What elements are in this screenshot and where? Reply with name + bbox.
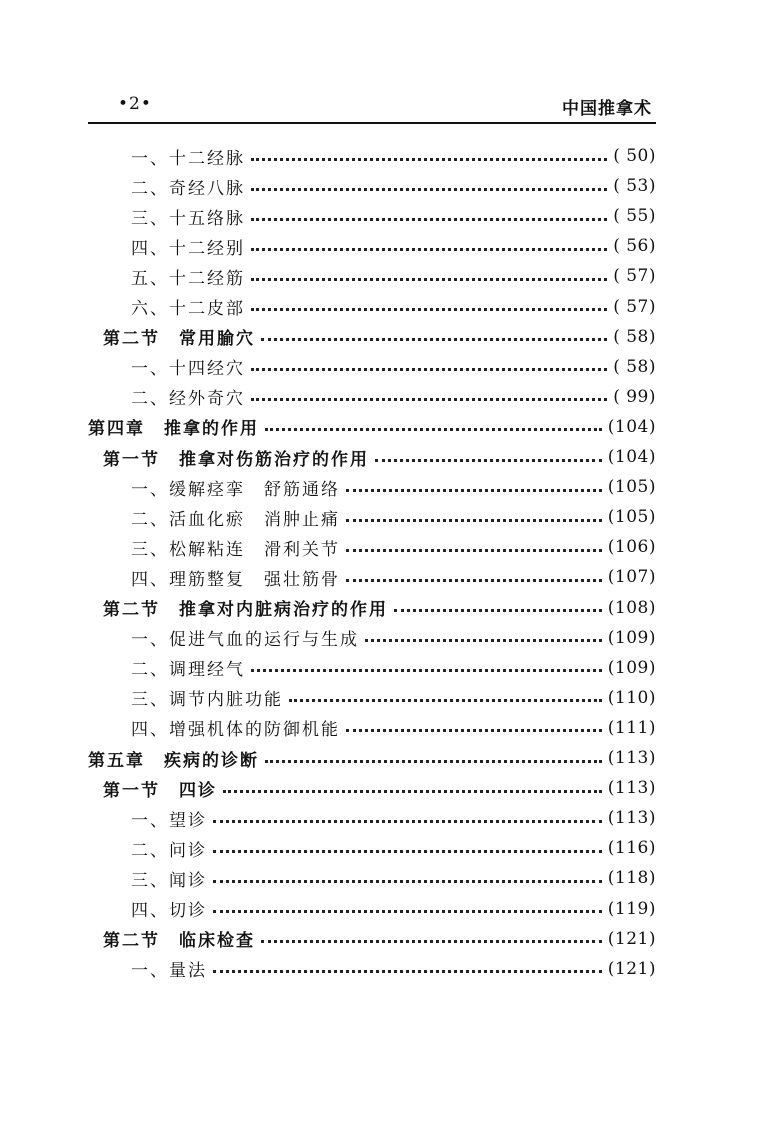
- toc-leader-dots: [251, 248, 607, 251]
- toc-page-number: ( 50): [613, 146, 656, 166]
- toc-leader-dots: [251, 188, 607, 191]
- toc-section: [103, 924, 656, 954]
- toc-page-number: (109): [607, 657, 656, 678]
- toc-title: 二、活血化瘀 消肿止痛: [131, 509, 340, 530]
- toc-title: 第四章 推拿的作用: [88, 419, 259, 440]
- toc-leader-dots: [265, 760, 602, 763]
- toc-page-number: ( 99): [613, 386, 656, 407]
- toc-page-number: (116): [607, 838, 656, 859]
- toc-item: [131, 292, 656, 322]
- toc-item: [131, 201, 656, 231]
- book-title: 中国推拿术: [562, 99, 652, 119]
- toc-leader-dots: [213, 850, 602, 853]
- toc-page-number: (121): [607, 958, 656, 979]
- toc-page-number: (105): [607, 477, 656, 498]
- toc-page-number: ( 57): [613, 266, 656, 287]
- toc-title: 一、促进气血的运行与生成: [131, 630, 359, 651]
- toc-chapter: [88, 412, 656, 442]
- toc-page-number: (109): [607, 627, 656, 648]
- toc-item: [131, 231, 656, 261]
- toc-item: [131, 141, 656, 171]
- toc-page-number: (113): [607, 748, 656, 768]
- toc-page-number: (108): [607, 597, 656, 618]
- toc-chapter: [88, 743, 656, 773]
- toc-title: 二、调理经气: [131, 660, 245, 681]
- toc-leader-dots: [346, 519, 602, 522]
- toc-title: 一、量法: [131, 961, 207, 982]
- toc-page-number: (104): [607, 416, 656, 437]
- toc-page-number: ( 53): [613, 176, 656, 197]
- toc-section: [103, 442, 656, 472]
- toc-title: 一、缓解痉挛 舒筋通络: [131, 479, 340, 500]
- toc-item: [131, 352, 656, 382]
- page-number: •2•: [118, 94, 152, 114]
- toc-leader-dots: [346, 489, 602, 492]
- toc-item: [131, 382, 656, 412]
- toc-page-number: ( 58): [613, 326, 656, 347]
- toc-page-number: ( 57): [613, 296, 656, 317]
- toc-page-number: (105): [607, 507, 656, 528]
- toc-page-number: (106): [607, 537, 656, 558]
- toc-leader-dots: [251, 218, 607, 221]
- toc-title: 一、望诊: [131, 810, 207, 831]
- toc-item: [131, 472, 656, 502]
- toc-page-number: (118): [607, 868, 656, 889]
- toc-title: 六、十二皮部: [131, 299, 245, 319]
- toc-title: 一、十二经脉: [131, 148, 245, 169]
- toc-item: [131, 683, 656, 713]
- toc-title: 三、十五络脉: [131, 208, 245, 229]
- toc-leader-dots: [213, 880, 602, 883]
- toc-title: 第二节 常用腧穴: [103, 329, 255, 350]
- toc-title: 第一节 四诊: [103, 780, 217, 801]
- toc-leader-dots: [251, 669, 602, 672]
- toc-page-number: (119): [607, 898, 656, 919]
- toc-leader-dots: [346, 729, 602, 732]
- toc-leader-dots: [213, 970, 602, 973]
- toc-page-number: (110): [607, 687, 656, 708]
- toc-item: [131, 863, 656, 893]
- toc-leader-dots: [213, 820, 602, 823]
- toc-leader-dots: [251, 158, 607, 161]
- toc-leader-dots: [346, 549, 602, 552]
- page-header: [88, 88, 656, 124]
- toc-title: 五、十二经筋: [131, 268, 245, 289]
- toc-item: [131, 954, 656, 984]
- toc-title: 四、十二经别: [131, 238, 245, 259]
- toc-item: [131, 833, 656, 863]
- toc-page-number: (107): [607, 567, 656, 588]
- toc-item: [131, 171, 656, 201]
- toc-section: [103, 773, 656, 803]
- toc-item: [131, 502, 656, 532]
- toc-item: [131, 623, 656, 653]
- toc-title: 三、松解粘连 滑利关节: [131, 539, 340, 560]
- toc-leader-dots: [346, 579, 602, 582]
- toc-leader-dots: [261, 940, 602, 943]
- toc-leader-dots: [261, 338, 607, 341]
- toc-title: 二、奇经八脉: [131, 178, 245, 199]
- toc-leader-dots: [251, 308, 607, 311]
- toc-leader-dots: [251, 278, 607, 281]
- toc-title: 四、增强机体的防御机能: [131, 720, 340, 741]
- toc-title: 四、切诊: [131, 901, 207, 921]
- toc-item: [131, 532, 656, 562]
- toc-leader-dots: [265, 428, 602, 431]
- toc-section: [103, 593, 656, 623]
- toc-title: 三、闻诊: [131, 870, 207, 891]
- toc-title: 第二节 临床检查: [103, 931, 255, 952]
- toc-item: [131, 562, 656, 592]
- toc-section: [103, 322, 656, 352]
- toc-title: 一、十四经穴: [131, 359, 245, 380]
- toc-title: 四、理筋整复 强壮筋骨: [131, 569, 340, 590]
- toc-item: [131, 261, 656, 291]
- toc-item: [131, 653, 656, 683]
- toc-leader-dots: [394, 609, 602, 612]
- toc-title: 第二节 推拿对内脏病治疗的作用: [103, 600, 388, 620]
- toc-leader-dots: [251, 398, 607, 401]
- toc-leader-dots: [365, 639, 602, 642]
- toc-title: 三、调节内脏功能: [131, 690, 283, 711]
- toc-title: 第一节 推拿对伤筋治疗的作用: [103, 449, 369, 470]
- toc-page-number: ( 56): [613, 236, 656, 257]
- toc-leader-dots: [213, 910, 602, 913]
- toc-leader-dots: [289, 699, 602, 702]
- toc-leader-dots: [223, 790, 602, 793]
- toc-title: 二、经外奇穴: [131, 389, 245, 410]
- toc-page-number: (113): [607, 778, 656, 799]
- toc-item: [131, 803, 656, 833]
- toc-page-number: (104): [607, 447, 656, 467]
- toc-title: 二、问诊: [131, 840, 207, 861]
- toc-page-number: ( 55): [613, 206, 656, 227]
- toc-item: [131, 894, 656, 924]
- toc-leader-dots: [375, 459, 602, 462]
- toc-page-number: (111): [607, 717, 656, 738]
- toc-title: 第五章 疾病的诊断: [88, 750, 259, 771]
- toc-page-number: ( 58): [613, 356, 656, 377]
- toc-item: [131, 713, 656, 743]
- toc-page-number: (121): [607, 928, 656, 949]
- toc-leader-dots: [251, 368, 607, 371]
- toc-page-number: (113): [607, 808, 656, 829]
